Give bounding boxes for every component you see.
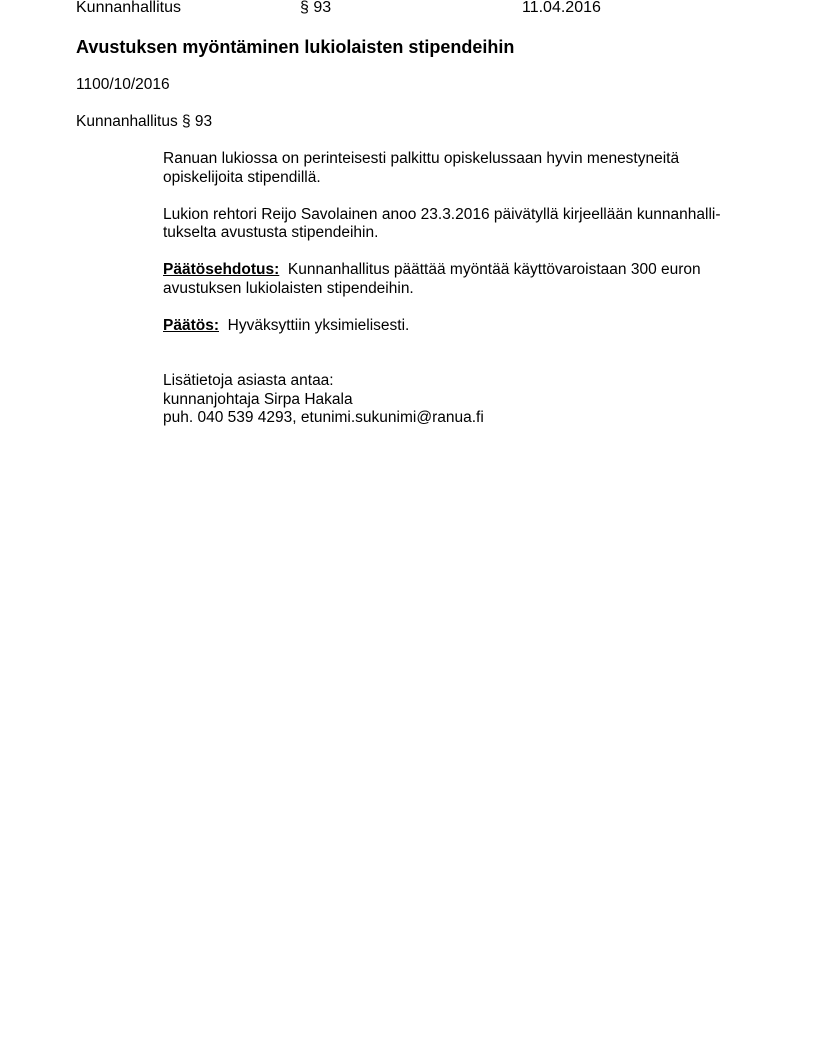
proposal-text: Kunnanhallitus päättää myöntää käyttövaroistaan 300 euron [287, 261, 701, 278]
section-reference: Kunnanhallitus § 93 [76, 113, 213, 130]
paragraph-decision [163, 317, 753, 336]
decision-line [163, 317, 753, 336]
decision-label: Päätös: [163, 316, 219, 334]
document-title: Avustuksen myöntäminen lukiolaisten stipendeihin [76, 37, 515, 57]
paragraph-line: Ranuan lukiossa on perinteisesti palkittu opiskelussaan hyvin menestyneitä [163, 150, 680, 167]
paragraph-application [163, 206, 753, 243]
contact-details: puh. 040 539 4293, etunimi.sukunimi@ranua.fi [163, 409, 484, 426]
contact-info [163, 372, 753, 428]
proposal-first-line [163, 261, 753, 280]
header-body-name: Kunnanhallitus [76, 0, 181, 16]
paragraph-line: opiskelijoita stipendillä. [163, 168, 321, 186]
header-section-number: § 93 [300, 0, 332, 16]
paragraph-background [163, 150, 753, 187]
document-content [163, 150, 753, 428]
contact-intro: Lisätietoja asiasta antaa: [163, 372, 334, 389]
page-header [0, 0, 816, 18]
paragraph-line: Lukion rehtori Reijo Savolainen anoo 23.3.2016 päivätyllä kirjeellään kunnanhalli- [163, 205, 721, 223]
proposal-label: Päätösehdotus: [163, 261, 280, 278]
paragraph-line: avustuksen lukiolaisten stipendeihin. [163, 279, 414, 297]
decision-text: Hyväksyttiin yksimielisesti. [227, 316, 410, 334]
document-number: 1100/10/2016 [76, 76, 170, 93]
header-date: 11.04.2016 [522, 0, 601, 16]
contact-person: kunnanjohtaja Sirpa Hakala [163, 390, 353, 408]
paragraph-proposal [163, 261, 753, 298]
paragraph-line: tukselta avustusta stipendeihin. [163, 224, 379, 241]
